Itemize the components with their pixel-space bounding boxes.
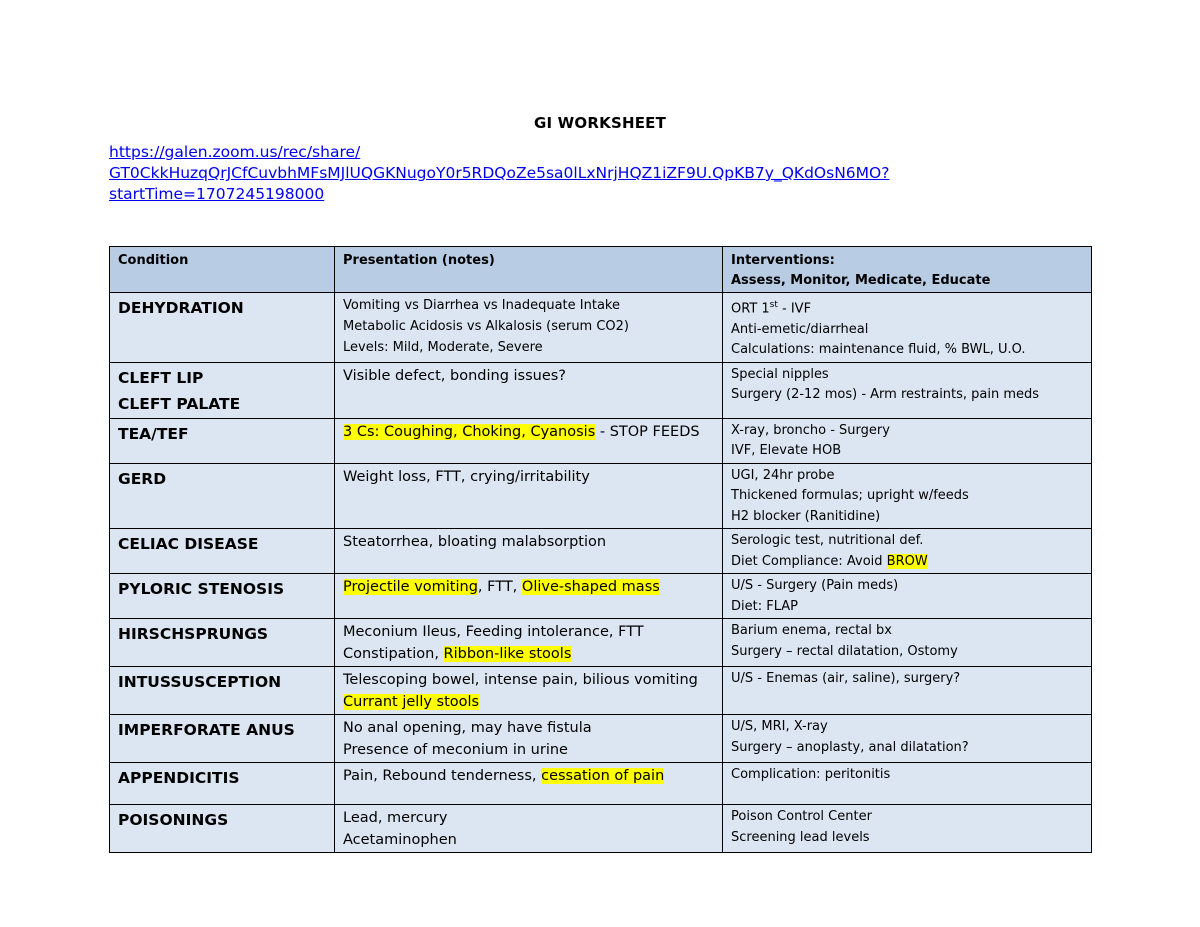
table-row-celiac [110,529,1092,574]
highlighted-text: 3 Cs: Coughing, Choking, Cyanosis [343,423,596,440]
interventions-cell [723,529,1092,574]
presentation-line [343,643,714,665]
presentation-cell [335,763,723,805]
highlighted-text: Olive-shaped mass [521,579,660,596]
highlighted-text: cessation of pain [541,768,665,785]
presentation-cell [335,574,723,619]
presentation-cell: Weight loss, FTT, crying/irritability [335,463,723,529]
header-interventions-line2: Assess, Monitor, Medicate, Educate [731,273,991,288]
presentation-text: Constipation, [343,646,444,663]
presentation-line: Telescoping bowel, intense pain, bilious vomiting [343,672,698,689]
presentation-cell: Visible defect, bonding issues? [335,362,723,418]
interventions-cell [723,293,1092,363]
table-row-gerd [110,463,1092,529]
presentation-line [343,691,714,713]
table-row-intussusception [110,667,1092,715]
header-condition: Condition [110,247,335,293]
ort-text: ORT 1 [731,301,770,317]
condition-cell: INTUSSUSCEPTION [110,667,335,715]
zoom-recording-link[interactable] [109,142,1069,205]
intervention-text: Diet Compliance: Avoid [731,553,887,569]
intervention-line: Serologic test, nutritional def. [731,533,924,549]
presentation-text: - STOP FEEDS [595,423,700,440]
interventions-cell [723,463,1092,529]
table-row-poisonings [110,805,1092,853]
presentation-line: Levels: Mild, Moderate, Severe [343,340,543,355]
presentation-text: Pain, Rebound tenderness, [343,768,542,785]
presentation-cell [335,667,723,715]
presentation-cell [335,805,723,853]
intervention-line: Calculations: maintenance fluid, % BWL, U.O. [731,342,1026,358]
gi-worksheet-table [109,246,1092,853]
condition-line: CLEFT PALATE [118,394,241,413]
intervention-line: Special nipples [731,366,829,382]
condition-cell: APPENDICITIS [110,763,335,805]
interventions-cell [723,715,1092,763]
intervention-line: U/S - Surgery (Pain meds) [731,578,899,594]
condition-cell [110,362,335,418]
condition-cell: GERD [110,463,335,529]
interventions-cell [723,418,1092,463]
link-line-2[interactable]: GT0CkkHuzqQrJCfCuvbhMFsMJlUQGKNugoY0r5RDQoZe5sa0lLxNrjHQZ1iZF9U.QpKB7y_QKdOsN6MO? [109,164,890,182]
link-line-1[interactable]: https://galen.zoom.us/rec/share/ [109,143,361,161]
intervention-line: Screening lead levels [731,829,870,845]
presentation-cell: Steatorrhea, bloating malabsorption [335,529,723,574]
condition-cell: PYLORIC STENOSIS [110,574,335,619]
interventions-cell [723,362,1092,418]
intervention-line [731,295,1083,320]
header-interventions [723,247,1092,293]
ort-rest-text: - IVF [777,301,812,317]
presentation-line: Meconium Ileus, Feeding intolerance, FTT [343,624,644,641]
interventions-cell: Complication: peritonitis [723,763,1092,805]
intervention-line: Anti-emetic/diarrheal [731,321,869,337]
highlighted-text: Projectile vomiting [343,579,478,596]
presentation-text: , FTT, [477,579,522,596]
interventions-cell: U/S - Enemas (air, saline), surgery? [723,667,1092,715]
intervention-line: Diet: FLAP [731,598,798,614]
condition-cell: DEHYDRATION [110,293,335,363]
presentation-line: Vomiting vs Diarrhea vs Inadequate Intake [343,298,620,313]
table-row-dehydration [110,293,1092,363]
condition-cell: TEA/TEF [110,418,335,463]
table-header-row [110,247,1092,293]
presentation-line: Presence of meconium in urine [343,742,568,759]
presentation-line: No anal opening, may have fistula [343,720,592,737]
header-interventions-line1: Interventions: [731,253,835,268]
worksheet-title: GI WORKSHEET [533,114,667,132]
interventions-cell [723,805,1092,853]
highlighted-text: BROW [886,553,928,569]
table-row-appendicitis [110,763,1092,805]
presentation-line: Metabolic Acidosis vs Alkalosis (serum CO2) [343,319,630,334]
highlighted-text: Ribbon-like stools [443,646,572,663]
presentation-line: Acetaminophen [343,832,457,849]
intervention-line: Thickened formulas; upright w/feeds [731,488,969,504]
intervention-line: Surgery – rectal dilatation, Ostomy [731,643,958,659]
condition-cell: POISONINGS [110,805,335,853]
highlighted-text: Currant jelly stools [343,694,480,711]
condition-cell: CELIAC DISEASE [110,529,335,574]
intervention-line: UGI, 24hr probe [731,467,835,483]
presentation-cell [335,619,723,667]
condition-cell: HIRSCHSPRUNGS [110,619,335,667]
intervention-line: Poison Control Center [731,809,872,825]
interventions-cell [723,574,1092,619]
table-row-imperforate-anus [110,715,1092,763]
table-row-hirschsprungs [110,619,1092,667]
intervention-line: H2 blocker (Ranitidine) [731,508,881,524]
table-row-cleft [110,362,1092,418]
ort-superscript: st [769,300,778,310]
interventions-cell [723,619,1092,667]
intervention-line: Surgery (2-12 mos) - Arm restraints, pain meds [731,387,1040,403]
intervention-line: Barium enema, rectal bx [731,623,892,639]
condition-line: CLEFT LIP [118,368,204,387]
table-row-tea-tef [110,418,1092,463]
intervention-line: Surgery – anoplasty, anal dilatation? [731,739,969,755]
header-presentation: Presentation (notes) [335,247,723,293]
condition-cell: IMPERFORATE ANUS [110,715,335,763]
presentation-cell [335,418,723,463]
intervention-line: IVF, Elevate HOB [731,443,842,459]
table-row-pyloric-stenosis [110,574,1092,619]
intervention-line [731,552,1083,573]
intervention-line: U/S, MRI, X-ray [731,719,828,735]
presentation-cell [335,715,723,763]
presentation-cell [335,293,723,363]
presentation-line: Lead, mercury [343,810,448,827]
link-line-3[interactable]: startTime=1707245198000 [109,185,325,203]
intervention-line: X-ray, broncho - Surgery [731,422,890,438]
